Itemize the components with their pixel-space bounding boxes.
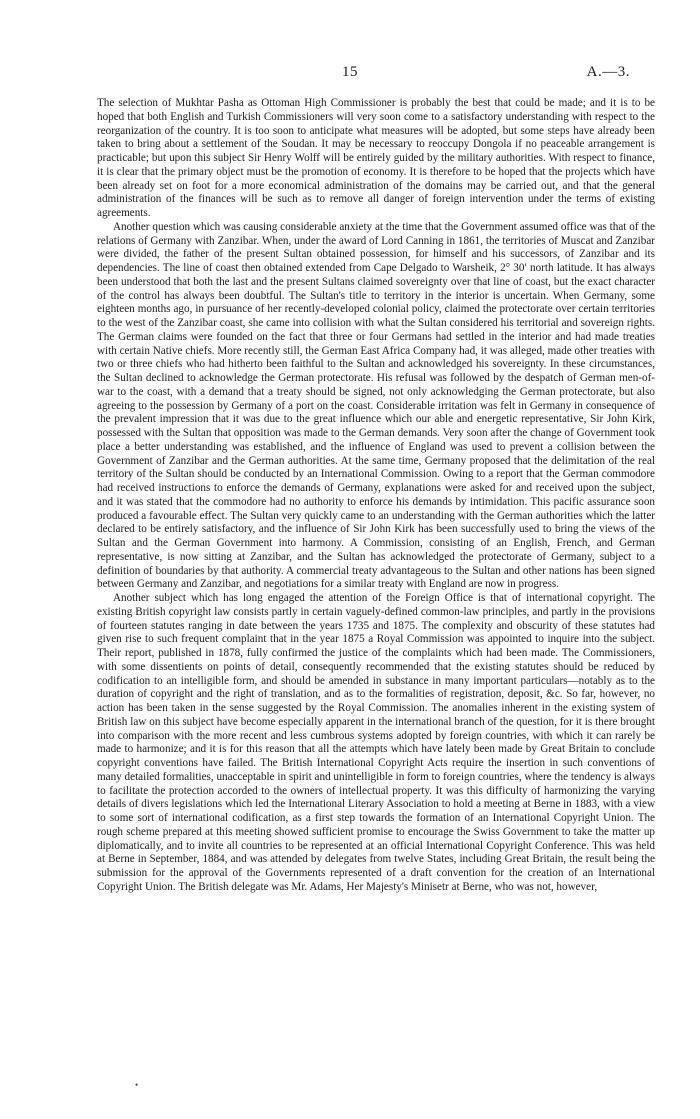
page-number: 15 [342,64,358,80]
paragraph-zanzibar: Another question which was causing considerable anxiety at the time that the Government assumed office was that of the relations of Germany with Zanzibar. When, under the award of Lord Canning in 1861, the territories of Muscat and Zanzibar were divided, the father of the present Sultan obtained possession, for himself and his successors, of Zanzibar and its dependencies. The line of coast then obtained extended from Cape Delgado to Warsheik, 2° 30′ north latitude. It has always been understood that both the last and the present Sultans claimed sovereignty over that line of coast, but the exact character of the control has always been doubtful. The Sultan's title to territory in the interior is uncertain. When Germany, some eighteen months ago, in pursuance of her recently-developed colonial policy, claimed the protectorate over certain territories to the west of the Zanzibar coast, she came into collision with what the Sultan considered his territorial and sovereign rights. The German claims were founded on the fact that three or four Germans had settled in the interior and had made treaties with certain Native chiefs. More recently still, the German East Africa Company had, it was alleged, made other treaties with two or three chiefs who had hitherto been faithful to the Sultan and acknowledged his sovereignty. In these circumstances, the Sultan declined to acknowledge the German protectorate. His refusal was followed by the despatch of German men-of-war to the coast, with a demand that a treaty should be signed, not only acknowledging the German protectorate, but also agreeing to the possession by Germany of a port on the coast. Considerable irritation was felt in Germany in consequence of the prevalent impression that it was due to the great influence which our able and energetic representative, Sir John Kirk, possessed with the Sultan that opposition was made to the German demands. Very soon after the change of Government took place a better understanding was established, and the influence of England was used to prevent a collision between the Government of Zanzibar and the German authorities. At the same time, Germany proposed that the delimitation of the real territory of the Sultan should be conducted by an International Commission. Owing to a report that the German commodore had received instructions to enforce the demands of Germany, explanations were asked for and received upon the subject, and it was stated that the commodore had no authority to enforce his demands by intimidation. This pacific assurance soon produced a favourable effect. The Sultan very quickly came to an understanding with the German authorities which the latter declared to be entirely satisfactory, and the influence of Sir John Kirk has been successfully used to bring the views of the Sultan and the German Government into harmony. A Commission, consisting of an English, French, and German representative, is now sitting at Zanzibar, and the Sultan has acknowledged the protectorate of Germany, subject to a definition of boundaries by that authority. A commercial treaty advantageous to the Sultan and other nations has been signed between Germany and Zanzibar, and negotiations for a similar treaty with England are now in progress. [97,220,655,591]
paragraph-copyright: Another subject which has long engaged the attention of the Foreign Office is that of international copyright. The existing British copyright law consists partly in certain vaguely-defined common-law principles, and partly in the provisions of fourteen statutes ranging in date between the years 1735 and 1875. The complexity and obscurity of these statutes had given rise to such frequent complaint that in the year 1875 a Royal Commission was appointed to inquire into the subject. Their report, published in 1878, fully confirmed the justice of the complaints which had been made. The Commissioners, with some dissentients on points of detail, consequently recommended that the existing statutes should be reduced by codification to an intelligible form, and should be amended in substance in many important particulars—notably as to the duration of copyright and the right of translation, and as to the formalities of registration, deposit, &c. So far, however, no action has been taken in the sense suggested by the Royal Commission. The anomalies inherent in the existing system of British law on this subject have become especially apparent in the international branch of the question, for it is there brought into comparison with the more recent and less cumbrous systems adopted by foreign countries, with which it can rarely be made to harmonize; and it is for this reason that all the attempts which have lately been made by Great Britain to conclude copyright conventions have failed. The British International Copyright Acts require the insertion in such conventions of many detailed formalities, unacceptable in spirit and unintelligible in form to foreign countries, where the tendency is always to facilitate the protection accorded to the owners of intellectual property. It was this difficulty of harmonizing the varying details of divers legislations which led the International Literary Association to hold a meeting at Berne in 1883, with a view to some sort of international codification, as a first step towards the formation of an International Copyright Union. The rough scheme prepared at this meeting showed sufficient promise to encourage the Swiss Government to take the matter up diplomatically, and to invite all countries to be represented at an official International Copyright Conference. This was held at Berne in September, 1884, and was attended by delegates from twelve States, including Great Britain, the result being the submission for the approval of the Governments represented of a draft convention for the creation of an International Copyright Union. The British delegate was Mr. Adams, Her Majesty's Minisetr at Berne, who was not, however, [97,592,655,893]
body-text [97,97,655,895]
paragraph-egypt: The selection of Mukhtar Pasha as Ottoman High Commissioner is probably the best that could be made; and it is to be hoped that both English and Turkish Commissioners will very soon come to a satisfactory understanding with respect to the reorganization of the country. It is too soon to anticipate what measures will be adopted, but some steps have already been taken to bring about a settlement of the Soudan. It may be necessary to reoccupy Dongola if no peaceable arrangement is practicable; but upon this subject Sir Henry Wolff will be entirely guided by the military authorities. With respect to finance, it is clear that the primary object must be the promotion of economy. It is therefore to be hoped that the projects which have been already set on foot for a more economical administration of the domains may be carried out, and that the general administration of the finances will be such as to remove all danger of foreign intervention under the terms of existing agreements. [97,97,655,219]
footer-mark: • [135,1080,139,1090]
document-reference: A.—3. [586,64,630,80]
